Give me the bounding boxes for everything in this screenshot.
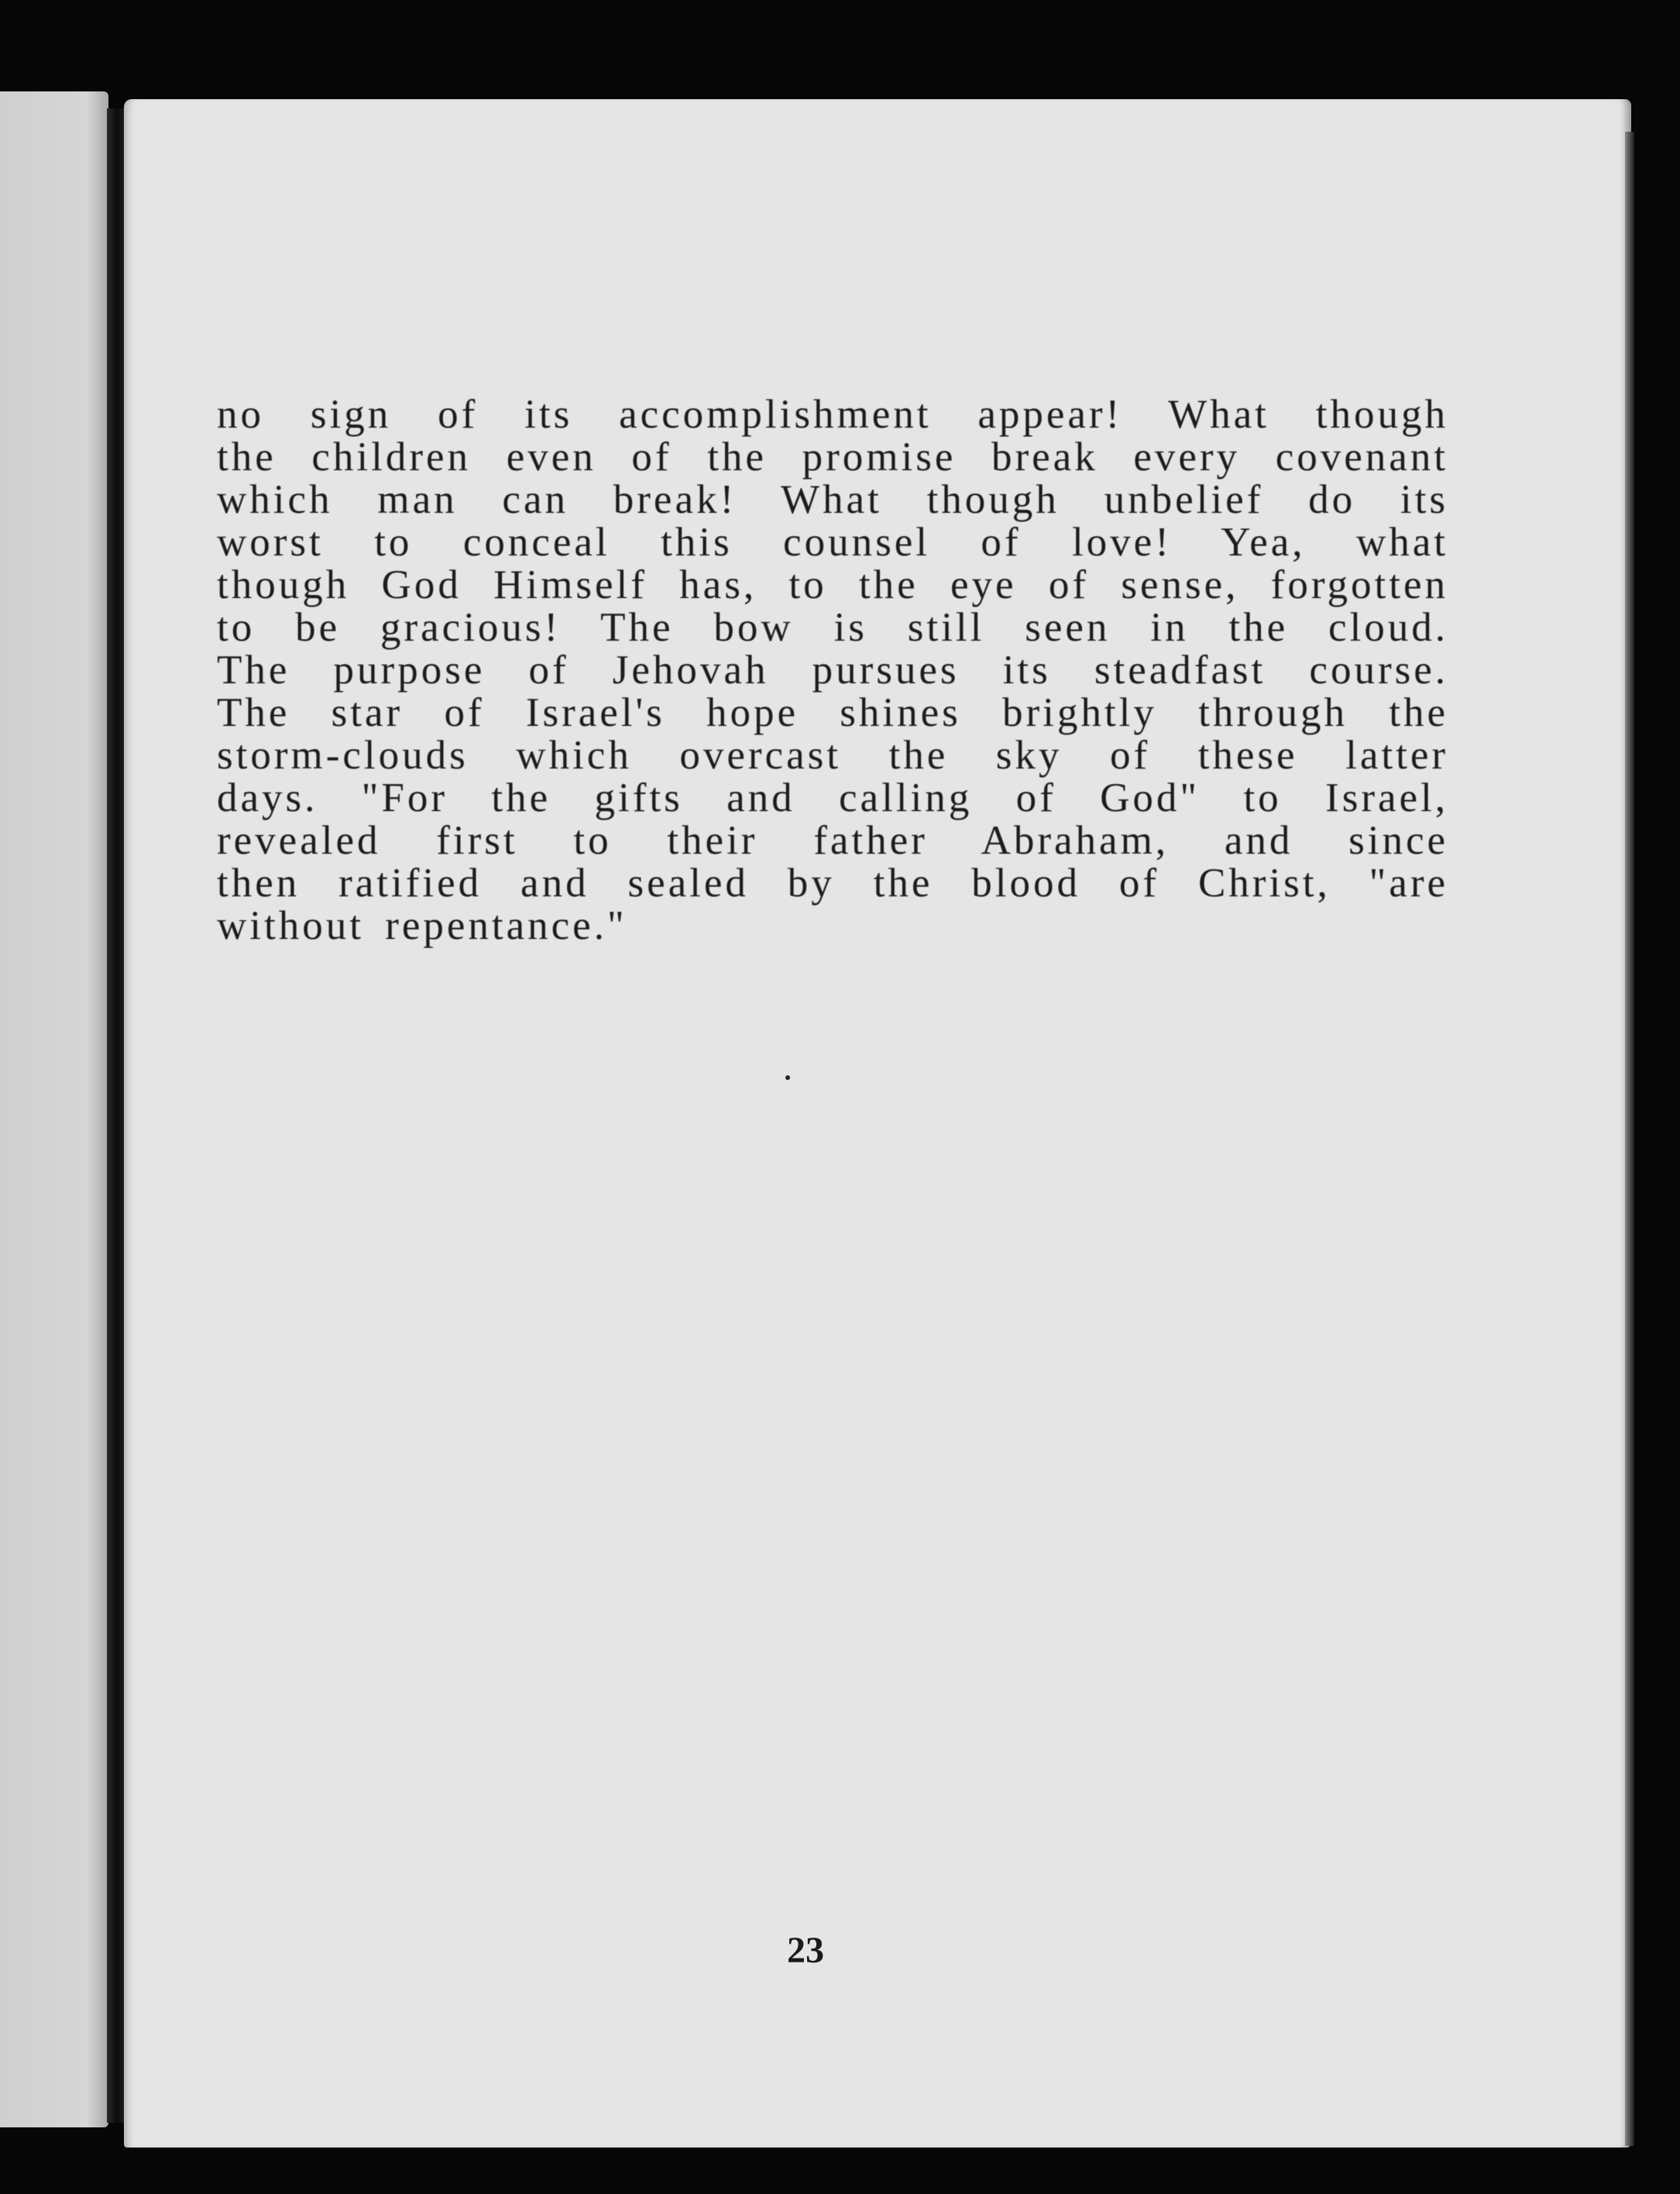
text-line: which man can break! What though unbelief do its bbox=[217, 477, 1448, 522]
text-line: no sign of its accomplishment appear! What though bbox=[217, 392, 1448, 437]
text-line: to be gracious! The bow is still seen in the cloud. bbox=[217, 605, 1448, 650]
text-line: though God Himself has, to the eye of sense, forgotten bbox=[217, 562, 1448, 607]
text-line: The purpose of Jehovah pursues its steadfast course. bbox=[217, 648, 1448, 693]
text-line: days. "For the gifts and calling of God" to Israel, bbox=[217, 775, 1448, 820]
body-paragraph bbox=[217, 394, 1448, 947]
page-number: 23 bbox=[787, 1930, 824, 1971]
page-right-edge bbox=[1625, 132, 1634, 2146]
book-gutter bbox=[107, 108, 124, 2123]
facing-page-edge bbox=[0, 91, 108, 2127]
text-line: worst to conceal this counsel of love! Yea, what bbox=[217, 520, 1448, 565]
text-line: storm-clouds which overcast the sky of these latter bbox=[217, 733, 1448, 778]
text-line: without repentance." bbox=[217, 903, 627, 948]
text-line: then ratified and sealed by the blood of Christ, "are bbox=[217, 861, 1448, 906]
text-line: the children even of the promise break every covenant bbox=[217, 435, 1448, 480]
text-line: The star of Israel's hope shines brightly through the bbox=[217, 690, 1448, 735]
text-line: revealed first to their father Abraham, and since bbox=[217, 818, 1448, 863]
ink-speck bbox=[785, 1075, 790, 1080]
